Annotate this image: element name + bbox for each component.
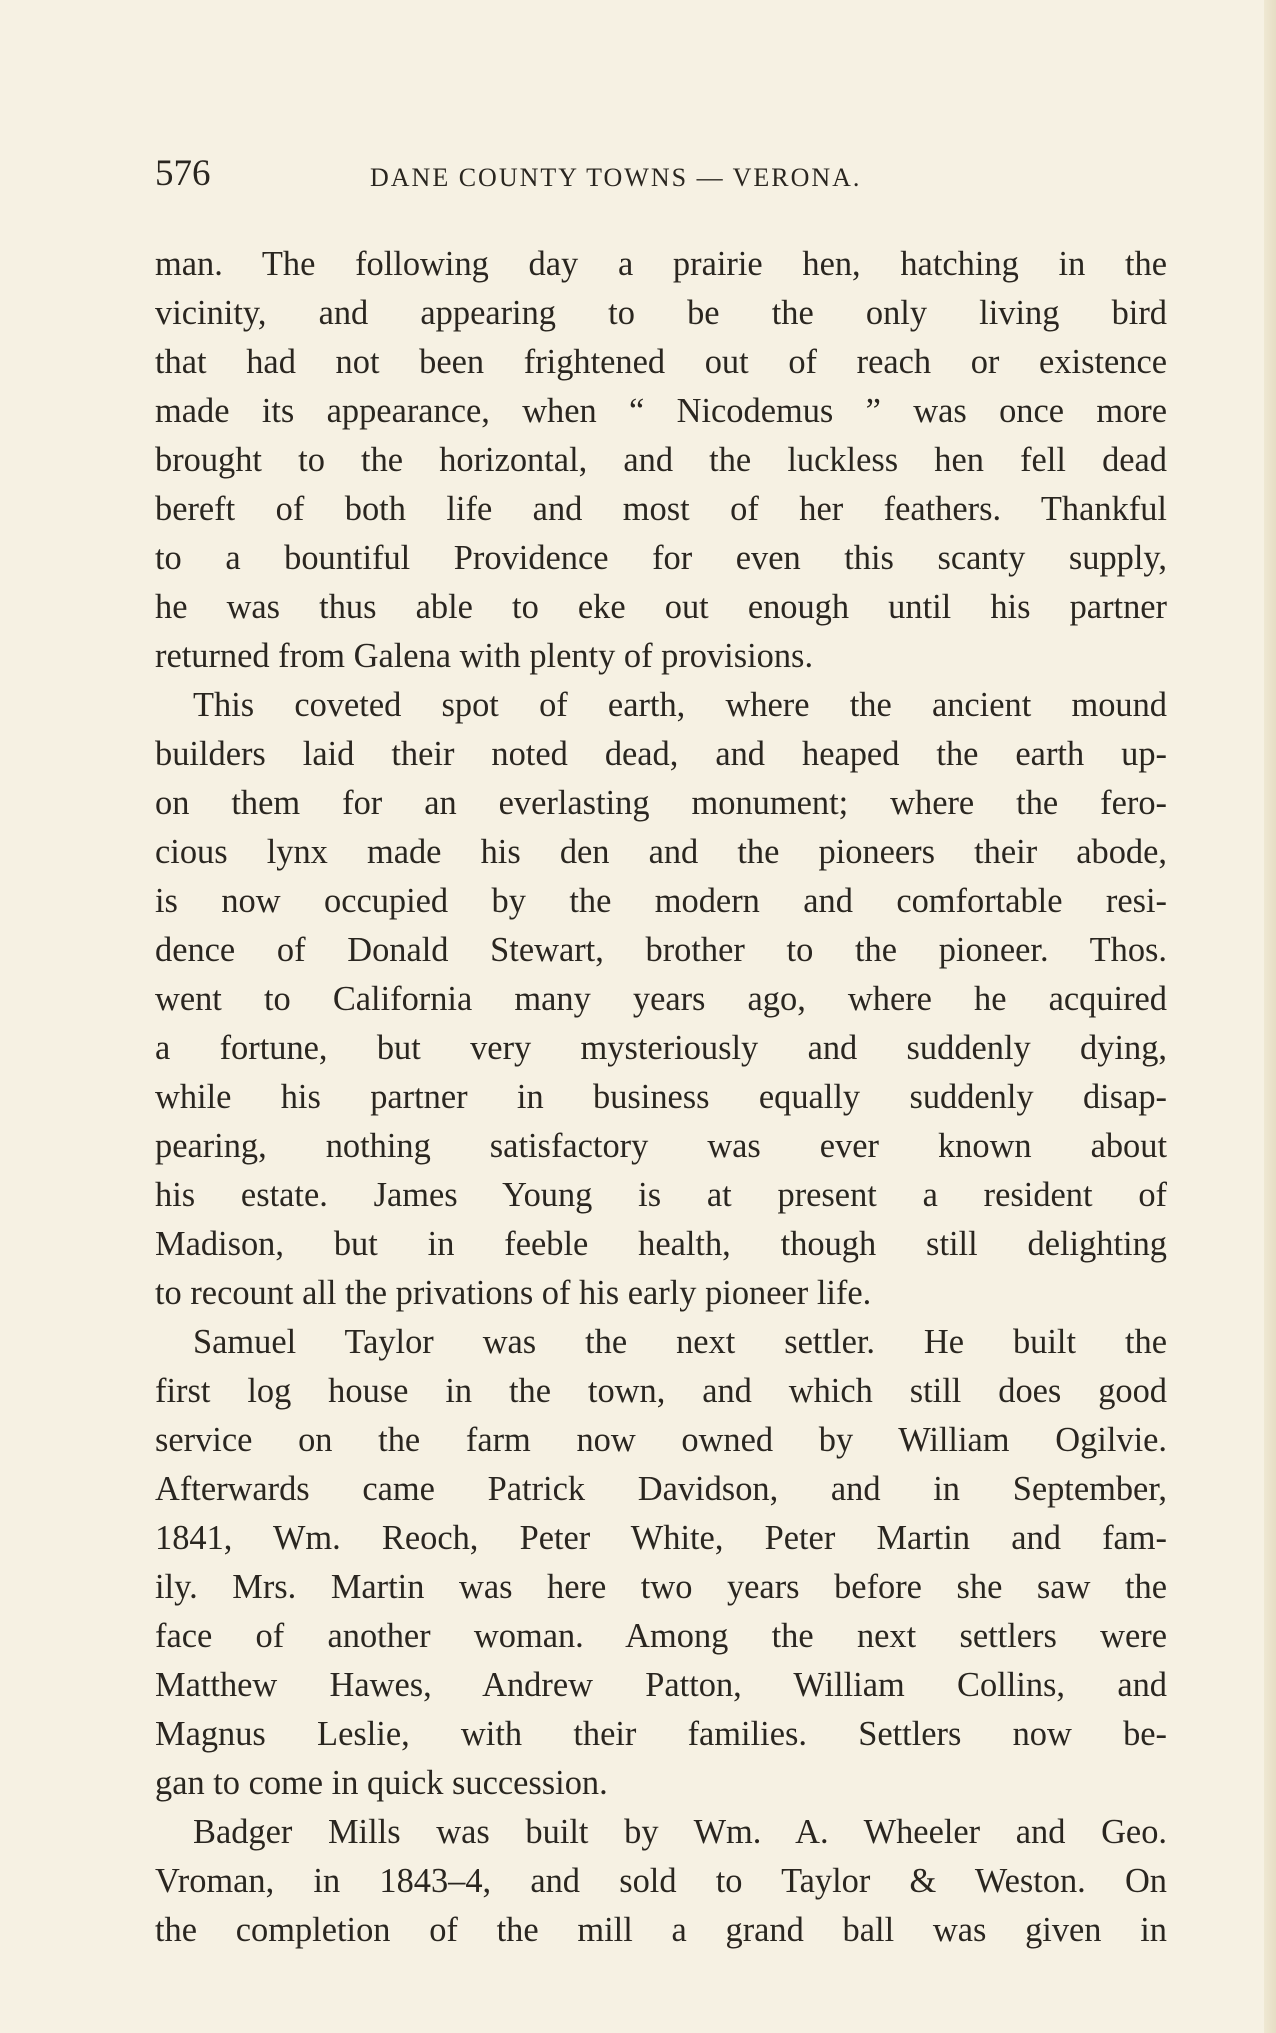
text-line: a fortune, but very mysteriously and suddenly dying, [155,1029,1167,1067]
text-line: on them for an everlasting monument; where the fero- [155,784,1167,822]
text-line: vicinity, and appearing to be the only living bird [155,294,1167,332]
text-line: face of another woman. Among the next settlers were [155,1617,1167,1655]
text-line: Afterwards came Patrick Davidson, and in September, [155,1470,1167,1508]
text-line: returned from Galena with plenty of provisions. [155,637,814,675]
page-edge-shadow [1264,0,1276,2033]
text-line: first log house in the town, and which still does good [155,1372,1167,1410]
text-line: cious lynx made his den and the pioneers their abode, [155,833,1167,871]
text-line: to a bountiful Providence for even this scanty supply, [155,539,1167,577]
text-line: Vroman, in 1843–4, and sold to Taylor & Weston. On [155,1862,1167,1900]
text-line: Madison, but in feeble health, though still delighting [155,1225,1167,1263]
text-line: ily. Mrs. Martin was here two years before she saw the [155,1568,1167,1606]
text-line: dence of Donald Stewart, brother to the pioneer. Thos. [155,931,1167,969]
page-header [155,152,1165,202]
body-text [155,240,1167,1955]
running-head: DANE COUNTY TOWNS — VERONA. [370,163,862,192]
text-line: This coveted spot of earth, where the ancient mound [193,686,1167,724]
text-line: man. The following day a prairie hen, hatching in the [155,245,1167,283]
text-line: Badger Mills was built by Wm. A. Wheeler and Geo. [193,1813,1167,1851]
text-line: builders laid their noted dead, and heaped the earth up- [155,735,1167,773]
text-line: the completion of the mill a grand ball was given in [155,1911,1167,1949]
text-line: made its appearance, when “ Nicodemus ” was once more [155,392,1167,430]
text-line: is now occupied by the modern and comfortable resi- [155,882,1167,920]
text-line: Matthew Hawes, Andrew Patton, William Collins, and [155,1666,1167,1704]
text-line: 1841, Wm. Reoch, Peter White, Peter Martin and fam- [155,1519,1167,1557]
page-number: 576 [155,153,211,194]
text-line: gan to come in quick succession. [155,1764,608,1802]
text-line: pearing, nothing satisfactory was ever known about [155,1127,1167,1165]
text-line: he was thus able to eke out enough until his partner [155,588,1167,626]
text-line: brought to the horizontal, and the luckless hen fell dead [155,441,1167,479]
text-line: while his partner in business equally suddenly disap- [155,1078,1167,1116]
text-line: to recount all the privations of his early pioneer life. [155,1274,872,1312]
text-line: that had not been frightened out of reach or existence [155,343,1167,381]
text-line: Samuel Taylor was the next settler. He built the [193,1323,1167,1361]
text-line: service on the farm now owned by William Ogilvie. [155,1421,1167,1459]
text-line: his estate. James Young is at present a resident of [155,1176,1167,1214]
text-line: bereft of both life and most of her feathers. Thankful [155,490,1167,528]
text-line: Magnus Leslie, with their families. Settlers now be- [155,1715,1167,1753]
text-line: went to California many years ago, where he acquired [155,980,1167,1018]
